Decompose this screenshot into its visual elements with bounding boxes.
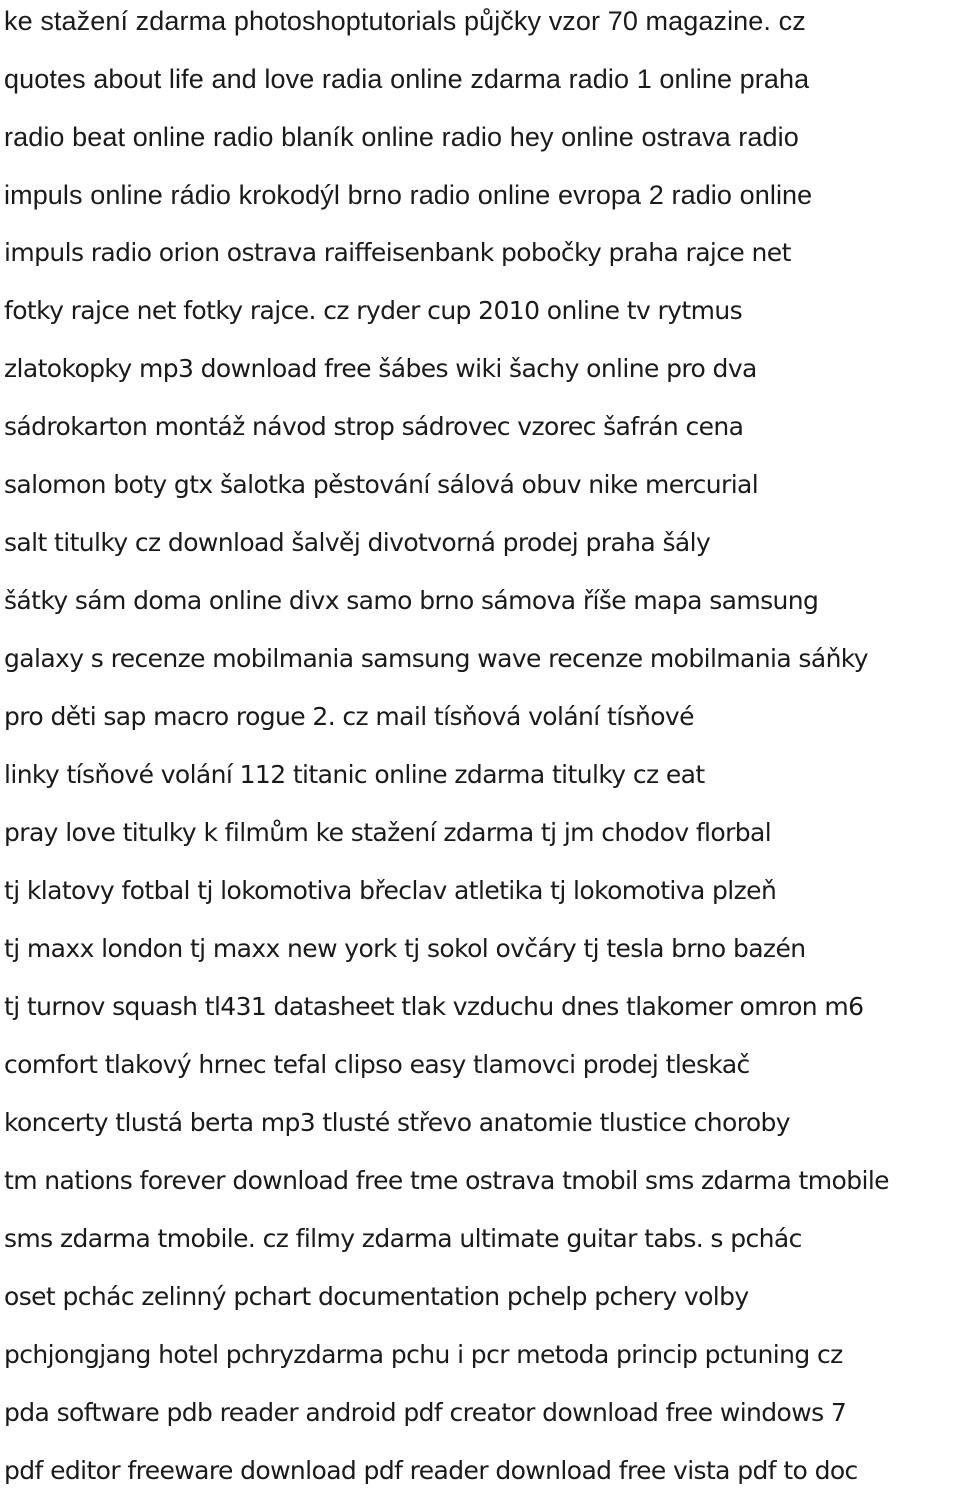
text-line: quotes about life and love radia online zdarma radio 1 online praha — [4, 64, 810, 94]
text-line: linky tísňové volání 112 titanic online zdarma titulky cz eat — [4, 760, 705, 789]
text-line: galaxy s recenze mobilmania samsung wave recenze mobilmania sáňky — [4, 644, 868, 673]
text-line: pda software pdb reader android pdf creator download free windows 7 — [4, 1398, 847, 1427]
text-line: radio beat online radio blaník online radio hey online ostrava radio — [4, 122, 799, 152]
text-line: fotky rajce net fotky rajce. cz ryder cup 2010 online tv rytmus — [4, 296, 742, 325]
text-line: salomon boty gtx šalotka pěstování sálová obuv nike mercurial — [4, 470, 759, 499]
text-line: sádrokarton montáž návod strop sádrovec vzorec šafrán cena — [4, 412, 744, 441]
text-line: salt titulky cz download šalvěj divotvorná prodej praha šály — [4, 528, 711, 557]
text-line: ke stažení zdarma photoshoptutorials půjčky vzor 70 magazine. cz — [4, 6, 806, 36]
text-line: pchjongjang hotel pchryzdarma pchu i pcr metoda princip pctuning cz — [4, 1340, 843, 1369]
text-line: tj turnov squash tl431 datasheet tlak vzduchu dnes tlakomer omron m6 — [4, 992, 864, 1021]
text-line: šátky sám doma online divx samo brno sámova říše mapa samsung — [4, 586, 819, 615]
text-line: tj klatovy fotbal tj lokomotiva břeclav atletika tj lokomotiva plzeň — [4, 876, 777, 905]
text-line: tj maxx london tj maxx new york tj sokol ovčáry tj tesla brno bazén — [4, 934, 806, 963]
text-line: sms zdarma tmobile. cz filmy zdarma ultimate guitar tabs. s pchác — [4, 1224, 802, 1253]
text-line: pdf editor freeware download pdf reader download free vista pdf to doc — [4, 1456, 858, 1485]
text-line: zlatokopky mp3 download free šábes wiki šachy online pro dva — [4, 354, 757, 383]
text-line: pray love titulky k filmům ke stažení zdarma tj jm chodov florbal — [4, 818, 772, 847]
text-line: impuls online rádio krokodýl brno radio online evropa 2 radio online — [4, 180, 813, 210]
text-line: oset pchác zelinný pchart documentation pchelp pchery volby — [4, 1282, 749, 1311]
text-line: impuls radio orion ostrava raiffeisenbank pobočky praha rajce net — [4, 238, 791, 267]
text-line: tm nations forever download free tme ostrava tmobil sms zdarma tmobile — [4, 1166, 889, 1195]
text-line: koncerty tlustá berta mp3 tlusté střevo anatomie tlustice choroby — [4, 1108, 790, 1137]
text-line: comfort tlakový hrnec tefal clipso easy tlamovci prodej tleskač — [4, 1050, 750, 1079]
text-line: pro děti sap macro rogue 2. cz mail tísňová volání tísňové — [4, 702, 694, 731]
